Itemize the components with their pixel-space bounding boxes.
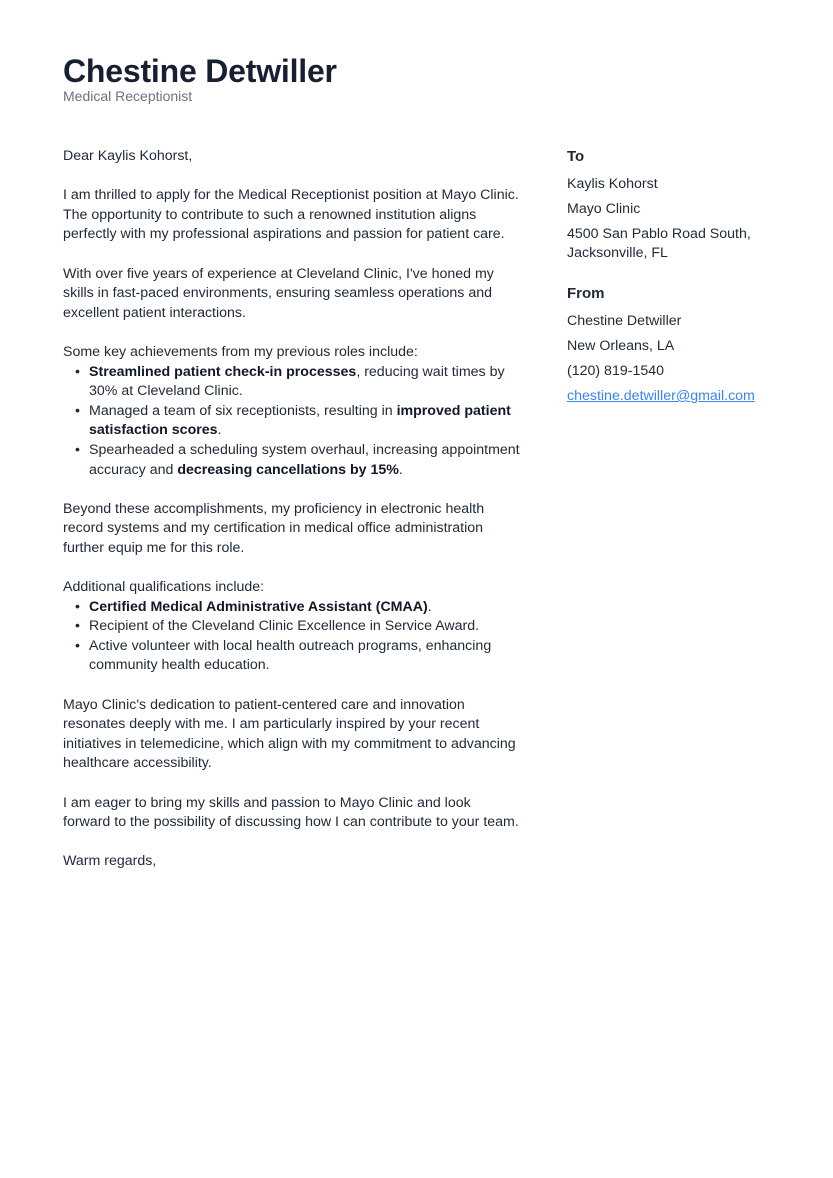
list-item: • Recipient of the Cleveland Clinic Excellence in Service Award.: [89, 617, 521, 637]
salutation: Dear Kaylis Kohorst,: [63, 148, 193, 164]
achievements-intro: Some key achievements from my previous roles include:: [63, 343, 418, 360]
list-item: • Streamlined patient check-in processes, reducing wait times by 30% at Cleveland Clinic.: [89, 363, 521, 402]
list-item: • Managed a team of six receptionists, resulting in improved patient satisfaction scores.: [89, 402, 521, 441]
sender-contact-name: Chestine Detwiller: [567, 313, 682, 330]
list-item: • Certified Medical Administrative Assistant (CMAA).: [89, 598, 521, 618]
sender-title: Medical Receptionist: [63, 88, 193, 104]
sender-phone: (120) 819-1540: [567, 363, 665, 380]
sender-email-link[interactable]: chestine.detwiller@gmail.com: [567, 387, 755, 404]
paragraph-skills: Beyond these accomplishments, my proficiency in electronic health record systems and my certification in medical office administration further equip me for this role.: [63, 500, 485, 556]
achievements-list: [63, 363, 521, 481]
letter-header: [63, 52, 337, 105]
sender-location: New Orleans, LA: [567, 338, 675, 355]
recipient-name: Kaylis Kohorst: [567, 176, 658, 192]
paragraph-closing: I am eager to bring my skills and passion to Mayo Clinic and look forward to the possibility of discussing how I can contribute to your team.: [63, 794, 519, 831]
qualifications-intro: Additional qualifications include:: [63, 579, 265, 596]
letter-body: [63, 147, 521, 892]
to-heading: To: [567, 148, 585, 165]
recipient-company: Mayo Clinic: [567, 200, 641, 217]
sign-off: Warm regards,: [63, 853, 157, 870]
contact-sidebar: [567, 147, 777, 412]
list-item: • Spearheaded a scheduling system overhaul, increasing appointment accuracy and decreasing cancellations by 15%.: [89, 441, 521, 480]
list-item: • Active volunteer with local health outreach programs, enhancing community health education.: [89, 637, 521, 676]
sender-name: Chestine Detwiller: [63, 53, 337, 89]
from-heading: From: [567, 285, 605, 303]
paragraph-intro: I am thrilled to apply for the Medical Receptionist position at Mayo Clinic. The opportunity to contribute to such a renowned institution aligns perfectly with my professional aspirations and passion for patient care.: [63, 187, 519, 243]
paragraph-experience: With over five years of experience at Cleveland Clinic, I've honed my skills in fast-paced environments, ensuring seamless operations and excellent patient interactions.: [63, 265, 494, 321]
recipient-address: 4500 San Pablo Road South, Jacksonville, FL: [567, 225, 751, 262]
qualifications-list: [63, 598, 521, 676]
paragraph-motivation: Mayo Clinic's dedication to patient-centered care and innovation resonates deeply with me. I am particularly inspired by your recent initiatives in telemedicine, which align with my commitment to advancing healthcare accessibility.: [63, 696, 516, 772]
